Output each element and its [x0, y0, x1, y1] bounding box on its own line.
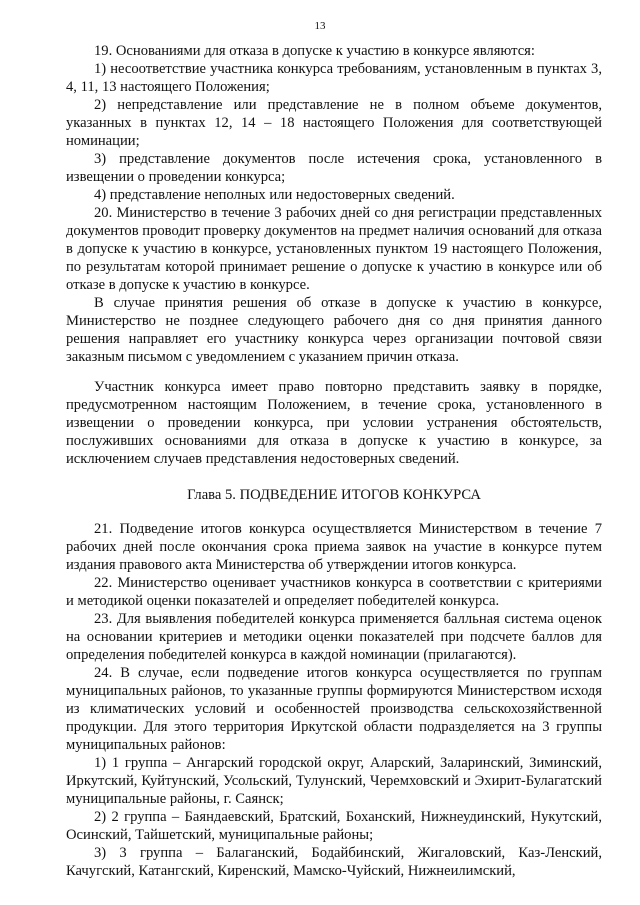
- paragraph-19-item-3: 3) представление документов после истечения срока, установленного в извещении о проведении конкурса;: [66, 151, 602, 185]
- paragraph-19-item-2: 2) непредставление или представление не в полном объеме документов, указанных в пунктах 12, 14 – 18 настоящего Положения для соответствующей номинации;: [66, 97, 602, 149]
- paragraph-24-group-2: 2) 2 группа – Баяндаевский, Братский, Боханский, Нижнеудинский, Нукутский, Осинский, Тайшетский, муниципальные районы;: [66, 809, 602, 843]
- paragraph-24: 24. В случае, если подведение итогов конкурса осуществляется по группам муниципальных районов, то указанные группы формируются Министерством исходя из климатических условий и особенностей производства сельскохозяйственной продукции. Для этого территория Иркутской области подразделяется на 3 группы муниципальных районов:: [66, 665, 602, 753]
- paragraph-19-intro: 19. Основаниями для отказа в допуске к участию в конкурсе являются:: [94, 43, 535, 59]
- page-number: 13: [314, 20, 326, 32]
- paragraph-19-item-4: 4) представление неполных или недостоверных сведений.: [94, 187, 455, 203]
- paragraph-20-resubmit: Участник конкурса имеет право повторно представить заявку в порядке, предусмотренном настоящим Положением, в течение срока, установленного в извещении о проведении конкурса, при условии устранения обстоятельств, послуживших основаниями для отказа в допуске к участию в конкурсе, за исключением случаев представления недостоверных сведений.: [66, 379, 602, 467]
- paragraph-21: 21. Подведение итогов конкурса осуществляется Министерством в течение 7 рабочих дней после окончания срока приема заявок на участие в конкурсе путем издания правового акта Министерства об утверждении итогов конкурса.: [66, 521, 602, 573]
- paragraph-20: 20. Министерство в течение 3 рабочих дней со дня регистрации представленных документов проводит проверку документов на предмет наличия оснований для отказа в допуске к участию в конкурсе, установленных пунктом 19 настоящего Положения, по результатам которой принимает решение о допуске к участию в конкурсе или об отказе в допуске к участию в конкурсе.: [66, 205, 602, 293]
- paragraph-24-group-3: 3) 3 группа – Балаганский, Бодайбинский, Жигаловский, Каз-Ленский, Качугский, Катангский, Киренский, Мамско-Чуйский, Нижнеилимский,: [66, 845, 602, 879]
- paragraph-22: 22. Министерство оценивает участников конкурса в соответствии с критериями и методикой оценки показателей и определяет победителей конкурса.: [66, 575, 602, 609]
- paragraph-24-group-1: 1) 1 группа – Ангарский городской округ, Аларский, Заларинский, Зиминский, Иркутский, Куйтунский, Усольский, Тулунский, Черемховский и Эхирит-Булагатский муниципальные районы, г. Саянск;: [66, 755, 602, 807]
- chapter-heading: Глава 5. ПОДВЕДЕНИЕ ИТОГОВ КОНКУРСА: [187, 487, 481, 503]
- paragraph-19-item-1: 1) несоответствие участника конкурса требованиям, установленным в пунктах 3, 4, 11, 13 настоящего Положения;: [66, 61, 602, 95]
- paragraph-20-refusal: В случае принятия решения об отказе в допуске к участию в конкурсе, Министерство не позднее следующего рабочего дня со дня принятия данного решения направляет его участнику конкурса через организации почтовой связи заказным письмом с уведомлением с указанием причин отказа.: [66, 295, 602, 365]
- paragraph-23: 23. Для выявления победителей конкурса применяется балльная система оценок на основании критериев и методики оценки показателей при подсчете баллов для определения победителей конкурса в каждой номинации (прилагаются).: [66, 611, 602, 663]
- document-body: [66, 42, 602, 880]
